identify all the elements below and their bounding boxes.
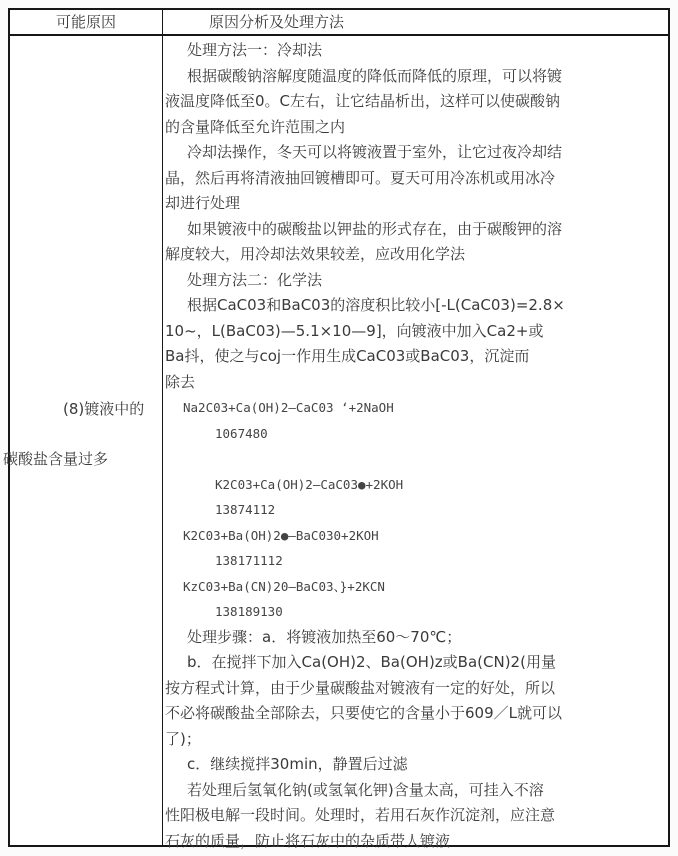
analysis-text-line: K2C03+Ba(OH)2●—BaC030+2KOH xyxy=(183,527,379,543)
analysis-text-line: b．在搅拌下加入Ca(OH)2、Ba(OH)z或Ba(CN)2(用量 xyxy=(187,653,556,671)
analysis-text-line: Na2C03+Ca(OH)2—CaC03 ‘+2NaOH xyxy=(183,400,394,415)
analysis-text-line: 了)； xyxy=(165,729,201,748)
analysis-text-block xyxy=(163,36,668,854)
analysis-text-line: K2C03+Ca(OH)2—CaC03●+2KOH xyxy=(215,476,404,492)
analysis-text-line: 1067480 xyxy=(215,425,268,441)
analysis-text-line: 按方程式计算，由于少量碳酸盐对镀液有一定的好处，所以 xyxy=(165,678,556,697)
analysis-text-line: 除去 xyxy=(165,372,196,391)
analysis-text-line: 13874112 xyxy=(215,502,276,517)
blank-line xyxy=(163,446,668,472)
analysis-text-line: 10~，L(BaC03)—5.1×10—9]，向镀液中加入Ca2+或 xyxy=(165,321,544,340)
analysis-text-line: Ba抖，使之与coj一作用生成CaC03或BaC03，沉淀而 xyxy=(165,347,530,365)
analysis-method-header-label: 原因分析及处理方法 xyxy=(209,13,345,31)
analysis-text-line: 处理方法一：冷却法 xyxy=(187,41,323,59)
analysis-text-line: 解度较大，用冷却法效果较差，应改用化学法 xyxy=(165,245,466,263)
table-body-row xyxy=(3,36,668,850)
analysis-text-line: 根据碳酸钠溶解度随温度的降低而降低的原理，可以将镀 xyxy=(187,66,563,85)
cause-text-line-2: 碳酸盐含量过多 xyxy=(3,450,109,468)
analysis-text-line: 处理步骤：a．将镀液加热至60～70℃； xyxy=(187,627,462,646)
cause-cell xyxy=(3,36,162,845)
analysis-text-line: 若处理后氢氧化钠(或氢氧化钾)含量太高，可挂入不溶 xyxy=(187,780,544,799)
analysis-text-line: 冷却法操作，冬天可以将镀液置于室外，让它过夜冷却结 xyxy=(187,143,563,161)
analysis-text-line: 液温度降低至0。C左右，让它结晶析出，这样可以使碳酸钠 xyxy=(165,92,561,110)
analysis-cell xyxy=(162,36,668,850)
table-header-row xyxy=(10,10,668,36)
header-cell-possible-cause xyxy=(10,10,162,34)
troubleshooting-table xyxy=(3,8,670,850)
analysis-text-line: 138171112 xyxy=(215,553,283,568)
analysis-text-line: 石灰的质量，防止将石灰中的杂质带人镀液 xyxy=(165,831,451,850)
header-cell-analysis-method xyxy=(162,10,668,34)
analysis-text-line: 却进行处理 xyxy=(165,194,241,212)
analysis-text-line: 138189130 xyxy=(215,604,283,619)
analysis-text-line: 晶，然后再将清液抽回镀槽即可。夏天可用冷冻机或用冰冷 xyxy=(165,168,556,187)
analysis-text-line: c．继续搅拌30min，静置后过滤 xyxy=(187,755,408,773)
possible-cause-header-label: 可能原因 xyxy=(55,13,116,31)
cause-text-line-1: (8)镀液中的 xyxy=(63,400,145,418)
analysis-text-line: 的含量降低至允许范围之内 xyxy=(165,117,346,136)
analysis-text-line: 处理方法二：化学法 xyxy=(187,270,323,289)
analysis-text-line: 性阳极电解一段时间。处理时，若用石灰作沉淀剂，应注意 xyxy=(165,806,556,824)
analysis-text-line: 不必将碳酸盐全部除去，只要使它的含量小于609／L就可以 xyxy=(165,704,562,722)
analysis-text-line: KzC03+Ba(CN)20—BaC03、}+2KCN xyxy=(183,578,385,594)
analysis-text-line: 根据CaC03和BaC03的溶度积比较小[-L(CaC03)=2.8× xyxy=(187,296,565,314)
analysis-text-line: 如果镀液中的碳酸盐以钾盐的形式存在，由于碳酸钾的溶 xyxy=(187,219,563,238)
